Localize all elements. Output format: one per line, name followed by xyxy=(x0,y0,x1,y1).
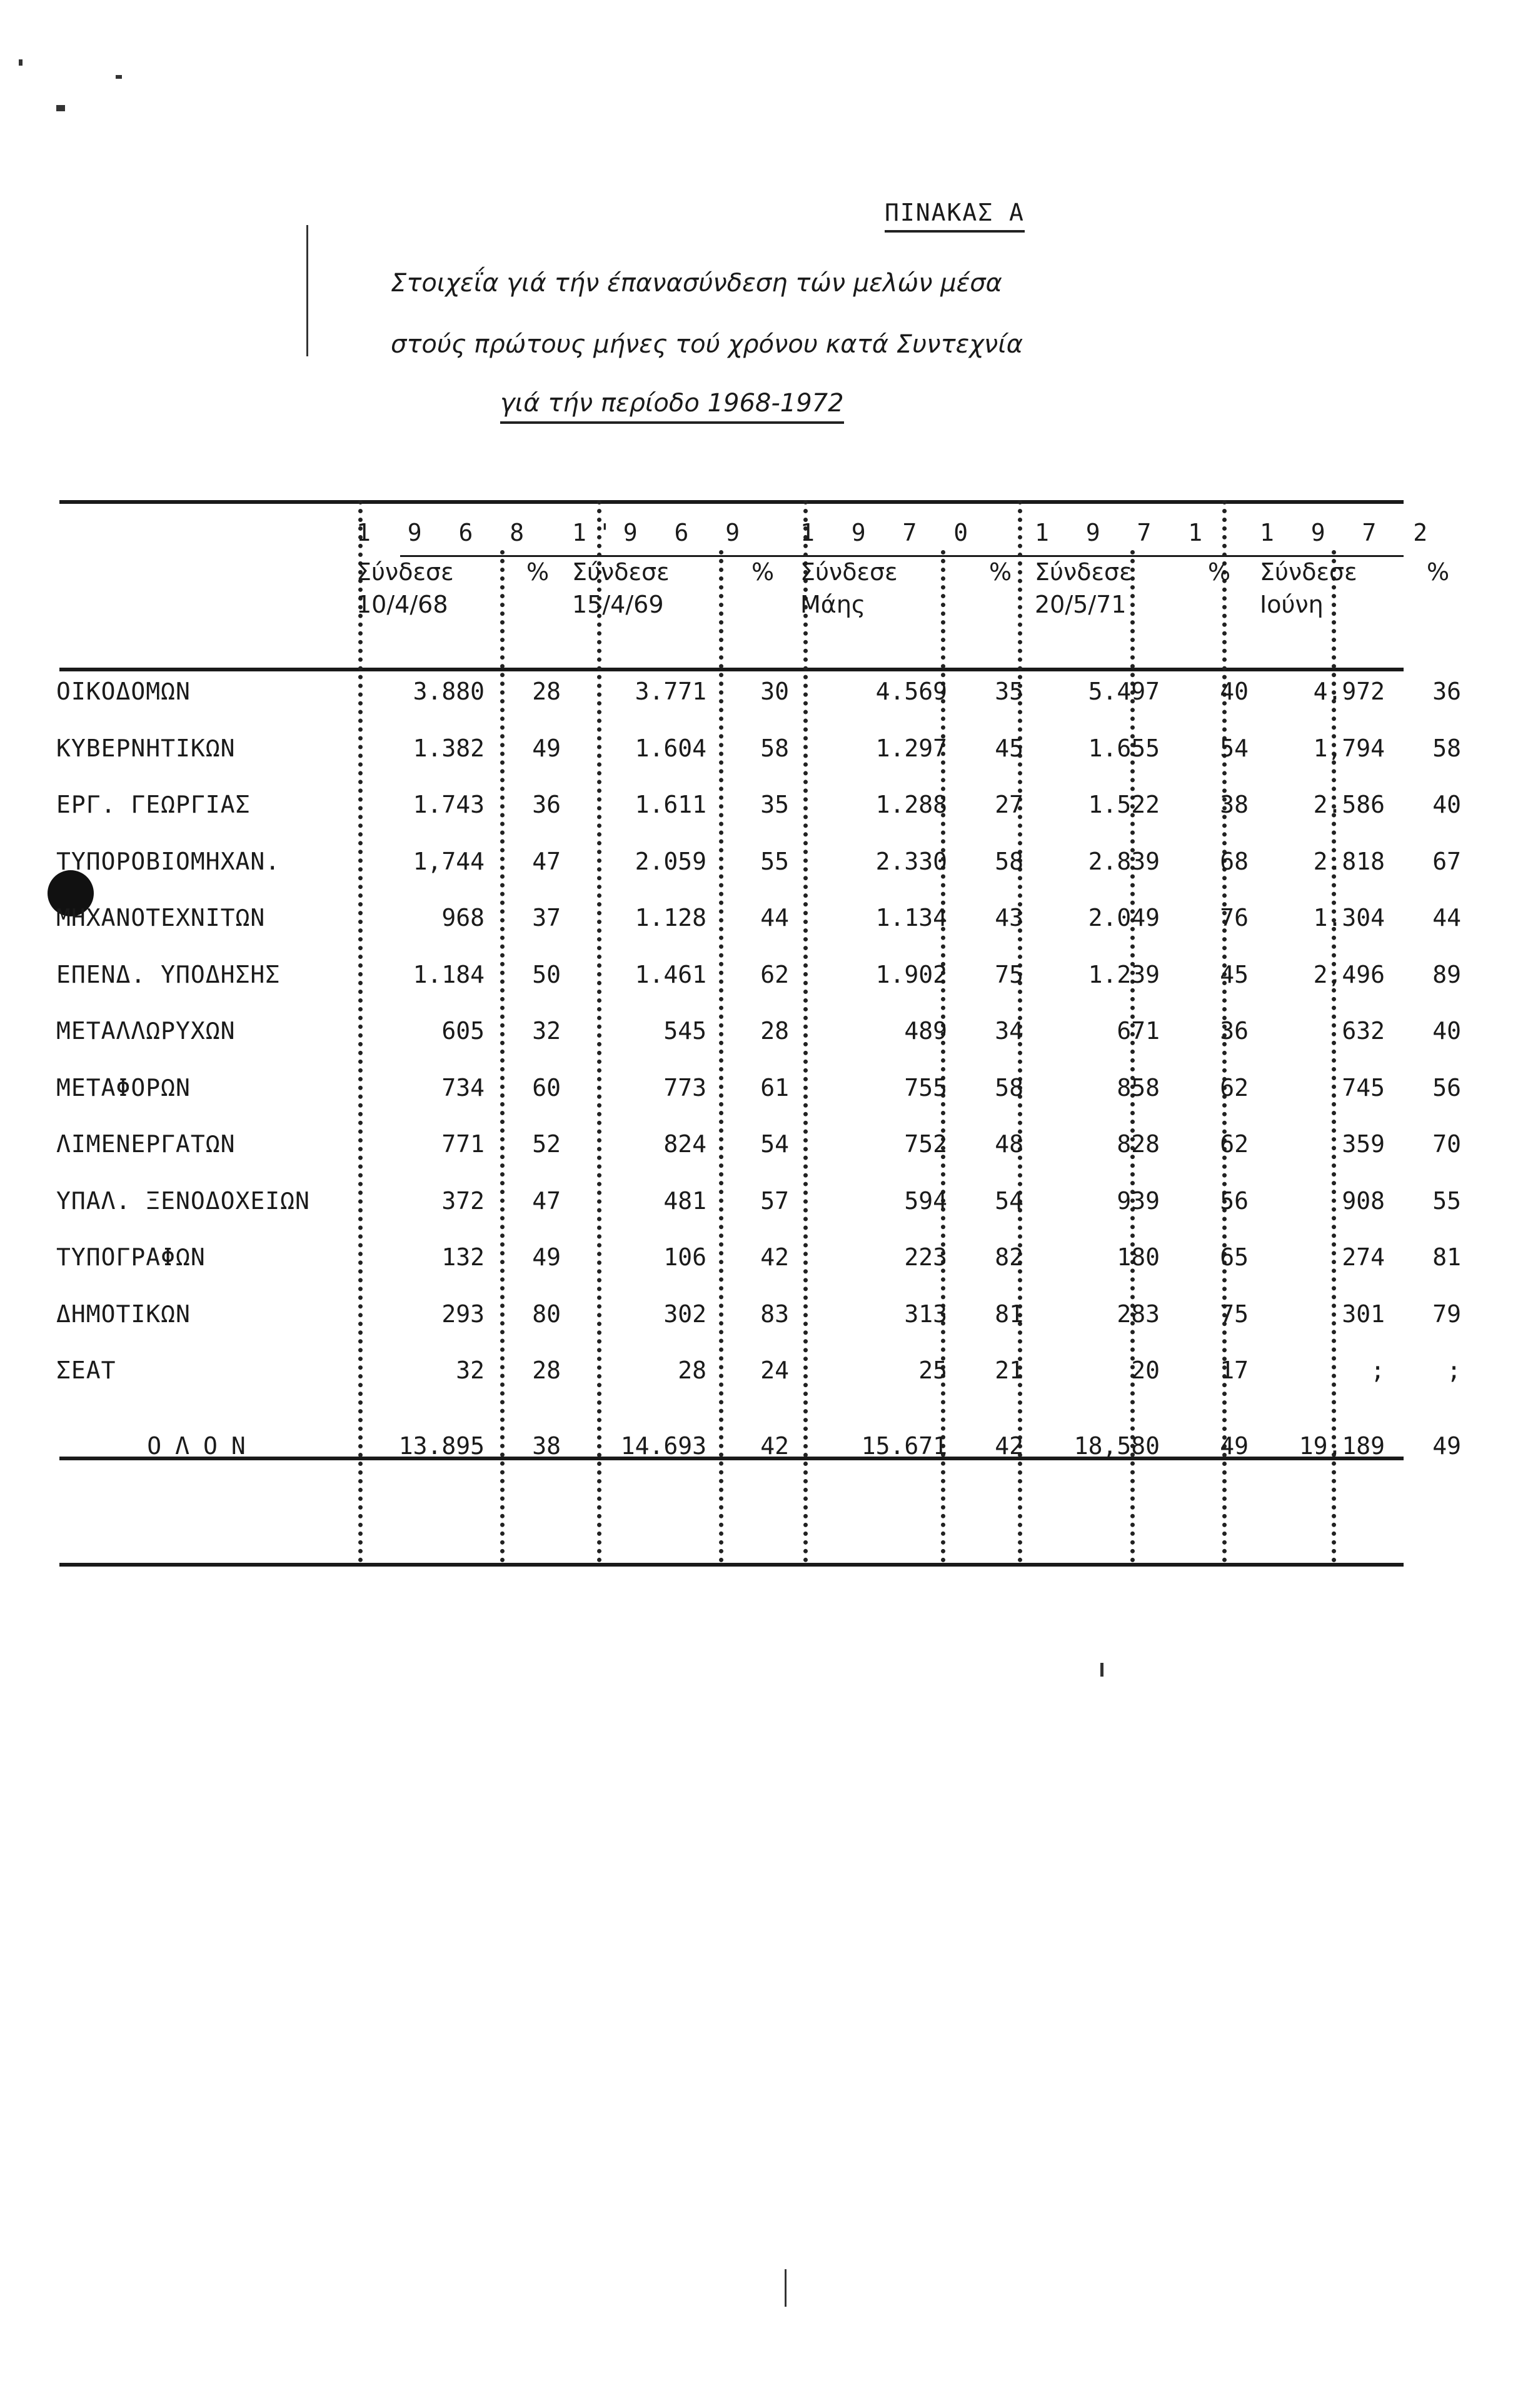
total-count: 19.189 xyxy=(1299,1432,1385,1460)
percent-cell: 54 xyxy=(995,1186,1023,1215)
percent-cell: 81 xyxy=(995,1300,1023,1328)
count-cell: 372 xyxy=(441,1186,485,1215)
count-cell: 671 xyxy=(1117,1017,1160,1045)
percent-cell: 75 xyxy=(1220,1300,1249,1328)
margin-stroke xyxy=(306,275,308,356)
percent-cell: 28 xyxy=(760,1017,789,1045)
table-top-rule xyxy=(59,500,1404,504)
total-percent: 49 xyxy=(1220,1432,1249,1460)
count-cell: 771 xyxy=(441,1130,485,1158)
percent-cell: 40 xyxy=(1432,1017,1461,1045)
percent-cell: 67 xyxy=(1432,847,1461,875)
percent-cell: 49 xyxy=(532,734,561,762)
row-category: ΕΠΕΝΔ. ΥΠΟΔΗΣΗΣ xyxy=(56,960,281,988)
scan-speck xyxy=(19,59,23,66)
percent-cell: 80 xyxy=(532,1300,561,1328)
count-cell: 25 xyxy=(918,1357,947,1385)
percent-cell: 68 xyxy=(1220,847,1249,875)
table-row xyxy=(50,1173,1472,1230)
percent-cell: 55 xyxy=(760,847,789,875)
total-label: ΟΛΟΝ xyxy=(147,1432,259,1460)
count-cell: 32 xyxy=(456,1357,485,1385)
percent-cell: 45 xyxy=(1220,960,1249,988)
row-category: ΜΗΧΑΝΟΤΕΧΝΙΤΩΝ xyxy=(56,904,266,932)
count-cell: 1.461 xyxy=(635,960,706,988)
row-category: ΤΥΠΟΡΟΒΙΟΜΗΧΑΝ. xyxy=(56,847,281,875)
count-cell: 28 xyxy=(678,1357,706,1385)
count-cell: 274 xyxy=(1342,1243,1385,1272)
count-cell: 632 xyxy=(1342,1017,1385,1045)
total-row xyxy=(50,1399,1472,1493)
percent-cell: 58 xyxy=(760,734,789,762)
count-cell: 1.604 xyxy=(635,734,706,762)
total-percent: 42 xyxy=(760,1432,789,1460)
count-cell: 1.297 xyxy=(875,734,947,762)
percent-cell: 58 xyxy=(995,847,1023,875)
percent-cell: 35 xyxy=(760,791,789,819)
row-category: ΜΕΤΑΛΛΩΡΥΧΩΝ xyxy=(56,1017,236,1045)
count-cell: 223 xyxy=(904,1243,947,1272)
count-cell: 5.497 xyxy=(1088,678,1160,706)
count-cell: 1,794 xyxy=(1313,734,1385,762)
table-row xyxy=(50,720,1472,777)
percent-cell: 24 xyxy=(760,1357,789,1385)
percent-cell: 70 xyxy=(1432,1130,1461,1158)
percent-column-label: % xyxy=(526,558,550,586)
count-cell: 1.304 xyxy=(1313,904,1385,932)
year-header: 1 9 7 2 xyxy=(1260,519,1439,546)
table-row xyxy=(50,1286,1472,1343)
count-cell: 1.239 xyxy=(1088,960,1160,988)
count-cell: 594 xyxy=(904,1186,947,1215)
count-cell: 1.184 xyxy=(413,960,485,988)
percent-cell: 40 xyxy=(1432,791,1461,819)
table-row xyxy=(50,890,1472,946)
scan-speck xyxy=(1100,1663,1103,1677)
count-cell: 828 xyxy=(1117,1130,1160,1158)
row-category: ΜΕΤΑΦΟΡΩΝ xyxy=(56,1073,191,1101)
year-header: 1'9 6 9 xyxy=(572,519,751,546)
percent-cell: 21 xyxy=(995,1357,1023,1385)
count-cell: 1.128 xyxy=(635,904,706,932)
percent-cell: 58 xyxy=(995,1073,1023,1101)
count-cell: 20 xyxy=(1131,1357,1160,1385)
count-cell: 301 xyxy=(1342,1300,1385,1328)
row-category: ΕΡΓ. ΓΕΩΡΓΙΑΣ xyxy=(56,791,251,819)
percent-cell: 49 xyxy=(532,1243,561,1272)
empty-header-cell xyxy=(50,556,356,645)
percent-cell: 62 xyxy=(1220,1073,1249,1101)
percent-cell: 36 xyxy=(1220,1017,1249,1045)
percent-cell: 62 xyxy=(1220,1130,1249,1158)
total-percent: 38 xyxy=(532,1432,561,1460)
table-row xyxy=(50,1003,1472,1060)
count-cell: 968 xyxy=(441,904,485,932)
row-category: ΥΠΑΛ. ΞΕΝΟΔΟΧΕΙΩΝ xyxy=(56,1186,310,1215)
table-body xyxy=(50,663,1472,1399)
percent-cell: 65 xyxy=(1220,1243,1249,1272)
percent-cell: 79 xyxy=(1432,1300,1461,1328)
count-cell: 3.771 xyxy=(635,678,706,706)
total-count: 18,580 xyxy=(1073,1432,1160,1460)
count-cell: 1,744 xyxy=(413,847,485,875)
total-percent: 49 xyxy=(1432,1432,1461,1460)
count-cell: 1.522 xyxy=(1088,791,1160,819)
count-cell: 545 xyxy=(663,1017,706,1045)
title-line-1: Στοιχεΐα γιά τήν έπανασύνδεση τών μελών μέσα xyxy=(391,269,1002,298)
percent-cell: 54 xyxy=(760,1130,789,1158)
count-cell: 293 xyxy=(441,1300,485,1328)
count-column-label: Σύνδεσε Μάης xyxy=(800,558,898,618)
count-cell: 1.655 xyxy=(1088,734,1160,762)
scan-speck xyxy=(116,75,122,79)
count-cell: 302 xyxy=(663,1300,706,1328)
percent-cell: 45 xyxy=(995,734,1023,762)
scan-speck xyxy=(785,2269,787,2307)
percent-cell: 56 xyxy=(1432,1073,1461,1101)
percent-cell: 83 xyxy=(760,1300,789,1328)
title-line-3: γιά τήν περίοδο 1968-1972 xyxy=(500,389,844,424)
total-count: 14.693 xyxy=(620,1432,706,1460)
percent-cell: 28 xyxy=(532,1357,561,1385)
count-cell: 734 xyxy=(441,1073,485,1101)
total-count: 15.671 xyxy=(861,1432,947,1460)
count-cell: 1.902 xyxy=(875,960,947,988)
spacer-row xyxy=(50,645,1472,663)
percent-cell: 54 xyxy=(1220,734,1249,762)
percent-cell: 37 xyxy=(532,904,561,932)
count-cell: 745 xyxy=(1342,1073,1385,1101)
count-cell: 2.839 xyxy=(1088,847,1160,875)
percent-cell: 34 xyxy=(995,1017,1023,1045)
percent-cell: 52 xyxy=(532,1130,561,1158)
percent-cell: 30 xyxy=(760,678,789,706)
table-row xyxy=(50,833,1472,890)
percent-column-label: % xyxy=(1207,558,1231,586)
count-column-label: Σύνδεσε 15/4/69 xyxy=(572,558,670,618)
table-row xyxy=(50,946,1472,1003)
table-row xyxy=(50,1229,1472,1286)
percent-cell: 28 xyxy=(532,678,561,706)
percent-column-label: % xyxy=(751,558,775,586)
count-cell: 313 xyxy=(904,1300,947,1328)
percent-cell: 48 xyxy=(995,1130,1023,1158)
percent-cell: 47 xyxy=(532,847,561,875)
percent-cell: 75 xyxy=(995,960,1023,988)
percent-cell: 81 xyxy=(1432,1243,1461,1272)
row-category: ΤΥΠΟΓΡΑΦΩΝ xyxy=(56,1243,206,1272)
table-bottom-rule xyxy=(59,1563,1404,1567)
table-row xyxy=(50,1060,1472,1116)
row-category: ΟΙΚΟΔΟΜΩΝ xyxy=(56,678,191,706)
count-cell: 858 xyxy=(1117,1073,1160,1101)
percent-cell: 60 xyxy=(532,1073,561,1101)
count-cell: 359 xyxy=(1342,1130,1385,1158)
percent-cell: 42 xyxy=(760,1243,789,1272)
table-row xyxy=(50,663,1472,720)
scan-speck xyxy=(56,105,65,111)
percent-cell: 40 xyxy=(1220,678,1249,706)
row-category: ΣΕΑΤ xyxy=(56,1357,116,1385)
count-column-label: Σύνδεσε 10/4/68 xyxy=(356,558,454,618)
percent-cell: 44 xyxy=(1432,904,1461,932)
year-header: 1 9 7 1 xyxy=(1035,519,1214,546)
table-label: ΠΙΝΑΚΑΣ Α xyxy=(885,199,1025,233)
percent-cell: 47 xyxy=(532,1186,561,1215)
row-category: ΚΥΒΕΡΝΗΤΙΚΩΝ xyxy=(56,734,236,762)
count-cell: 2.818 xyxy=(1313,847,1385,875)
count-cell: 283 xyxy=(1117,1300,1160,1328)
count-cell: 481 xyxy=(663,1186,706,1215)
count-cell: 180 xyxy=(1117,1243,1160,1272)
percent-cell: 89 xyxy=(1432,960,1461,988)
percent-cell: 27 xyxy=(995,791,1023,819)
percent-cell: 36 xyxy=(1432,678,1461,706)
table-row xyxy=(50,1342,1472,1399)
percent-cell: 44 xyxy=(760,904,789,932)
count-cell: 824 xyxy=(663,1130,706,1158)
count-cell: 908 xyxy=(1342,1186,1385,1215)
percent-cell: ; xyxy=(1447,1357,1461,1385)
percent-cell: 32 xyxy=(532,1017,561,1045)
row-category: ΛΙΜΕΝΕΡΓΑΤΩΝ xyxy=(56,1130,236,1158)
spacer-cell xyxy=(50,645,1472,663)
count-cell: 1.382 xyxy=(413,734,485,762)
count-cell: 2.330 xyxy=(875,847,947,875)
count-cell: 3.880 xyxy=(413,678,485,706)
percent-cell: 43 xyxy=(995,904,1023,932)
percent-cell: 76 xyxy=(1220,904,1249,932)
year-header-row xyxy=(50,509,1472,556)
percent-cell: 36 xyxy=(532,791,561,819)
membership-table xyxy=(50,509,1472,1493)
column-label-row xyxy=(50,556,1472,645)
percent-cell: 17 xyxy=(1220,1357,1249,1385)
table-row xyxy=(50,776,1472,833)
year-header: 1 9 7 0 xyxy=(800,519,980,546)
percent-cell: 38 xyxy=(1220,791,1249,819)
count-cell: 4.972 xyxy=(1313,678,1385,706)
count-cell: 489 xyxy=(904,1017,947,1045)
total-percent: 42 xyxy=(995,1432,1023,1460)
row-category: ΔΗΜΟΤΙΚΩΝ xyxy=(56,1300,191,1328)
percent-cell: 55 xyxy=(1432,1186,1461,1215)
percent-cell: 82 xyxy=(995,1243,1023,1272)
count-cell: 605 xyxy=(441,1017,485,1045)
percent-column-label: % xyxy=(1426,558,1450,586)
count-cell: 1.288 xyxy=(875,791,947,819)
count-cell: ; xyxy=(1370,1357,1385,1385)
percent-cell: 56 xyxy=(1220,1186,1249,1215)
percent-cell: 58 xyxy=(1432,734,1461,762)
total-count: 13.895 xyxy=(398,1432,485,1460)
count-cell: 106 xyxy=(663,1243,706,1272)
percent-cell: 57 xyxy=(760,1186,789,1215)
count-cell: 4.569 xyxy=(875,678,947,706)
count-cell: 755 xyxy=(904,1073,947,1101)
count-cell: 2.586 xyxy=(1313,791,1385,819)
count-cell: 1.611 xyxy=(635,791,706,819)
table-row xyxy=(50,1116,1472,1173)
percent-cell: 35 xyxy=(995,678,1023,706)
count-cell: 132 xyxy=(441,1243,485,1272)
title-line-2: στούς πρώτους μήνες τού χρόνου κατά Συντεχνία xyxy=(391,330,1023,359)
count-cell: 2.059 xyxy=(635,847,706,875)
count-cell: 752 xyxy=(904,1130,947,1158)
year-header: 1 9 6 8 xyxy=(356,519,536,546)
percent-cell: 61 xyxy=(760,1073,789,1101)
count-cell: 2.049 xyxy=(1088,904,1160,932)
count-column-label: Σύνδεσε Ιούνη xyxy=(1260,558,1357,618)
percent-cell: 50 xyxy=(532,960,561,988)
count-cell: 1.743 xyxy=(413,791,485,819)
empty-header-cell xyxy=(50,509,356,556)
count-cell: 939 xyxy=(1117,1186,1160,1215)
count-cell: 1.134 xyxy=(875,904,947,932)
count-cell: 2,496 xyxy=(1313,960,1385,988)
count-column-label: Σύνδεσε 20/5/71 xyxy=(1035,558,1132,618)
percent-cell: 62 xyxy=(760,960,789,988)
count-cell: 773 xyxy=(663,1073,706,1101)
percent-column-label: % xyxy=(988,558,1012,586)
